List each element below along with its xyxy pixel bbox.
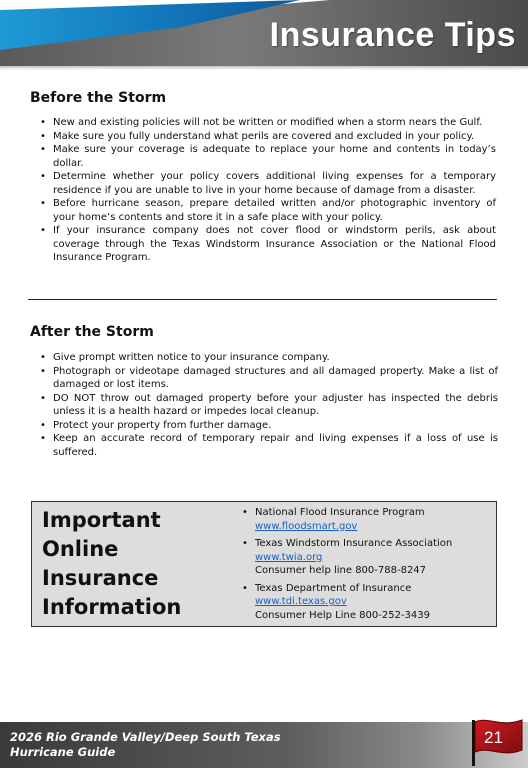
list-item: • DO NOT throw out damaged property before your adjuster has inspected the debris unless it is a health hazard or impedes local cleanup.	[40, 392, 498, 419]
twia-link[interactable]: www.twia.org	[255, 551, 323, 563]
list-item	[242, 582, 452, 623]
list-item: • Before hurricane season, prepare detailed written and/or photographic inventory of your home’s contents and store it in a safe place with your policy.	[40, 197, 496, 224]
help-line: Consumer help line 800-788-8247	[255, 565, 427, 576]
list-item	[242, 506, 452, 533]
page-header	[0, 0, 528, 66]
list-item: • Determine whether your policy covers additional living expenses for a temporary residence if you are unable to live in your home because of damage from a disaster.	[40, 170, 496, 197]
tdi-link[interactable]: www.tdi.texas.gov	[255, 596, 347, 607]
section-divider	[28, 299, 497, 300]
info-title-line: Important	[42, 508, 161, 532]
info-links-list	[242, 506, 452, 626]
list-item: • Photograph or videotape damaged structures and all damaged property. Make a list of damaged or lost items.	[40, 365, 498, 392]
agency-name: • Texas Department of Insurance	[255, 582, 412, 594]
list-item: • Make sure your coverage is adequate to replace your home and contents in today’s dollar.	[40, 143, 496, 170]
before-storm-list	[40, 116, 496, 265]
list-item	[242, 537, 452, 578]
page-title: Insurance Tips	[269, 16, 516, 54]
footer-line: Hurricane Guide	[10, 745, 116, 759]
after-storm-list	[40, 351, 498, 459]
important-info-box	[31, 501, 497, 627]
list-item: • Make sure you fully understand what perils are covered and excluded in your policy.	[40, 130, 496, 144]
list-item: • If your insurance company does not cover flood or windstorm perils, ask about coverage through the Texas Windstorm Insurance Association or the National Flood Insurance Program.	[40, 224, 496, 265]
list-item: • Keep an accurate record of temporary repair and living expenses if a loss of use is suffered.	[40, 432, 498, 459]
agency-name: • Texas Windstorm Insurance Association	[255, 538, 453, 549]
footer-line: 2026 Rio Grande Valley/Deep South Texas	[10, 730, 281, 744]
list-item: • Give prompt written notice to your insurance company.	[40, 351, 498, 365]
help-line: Consumer Help Line 800-252-3439	[255, 609, 431, 621]
after-storm-heading: After the Storm	[30, 324, 154, 340]
nfip-link[interactable]: www.floodsmart.gov	[255, 520, 358, 532]
list-item: • Protect your property from further damage.	[40, 419, 498, 433]
agency-name: • National Flood Insurance Program	[255, 507, 425, 518]
header-shadow	[0, 66, 528, 70]
page-number: 21	[484, 728, 503, 747]
list-item: • New and existing policies will not be written or modified when a storm nears the Gulf.	[40, 116, 496, 130]
before-storm-heading: Before the Storm	[30, 90, 167, 106]
info-box-title	[42, 506, 232, 622]
flag-page-marker	[470, 716, 526, 766]
page-footer	[0, 722, 528, 768]
info-title-line: Online	[42, 537, 119, 561]
footer-guide-title	[10, 730, 281, 760]
info-title-line: Insurance	[42, 566, 159, 590]
info-title-line: Information	[42, 595, 182, 619]
